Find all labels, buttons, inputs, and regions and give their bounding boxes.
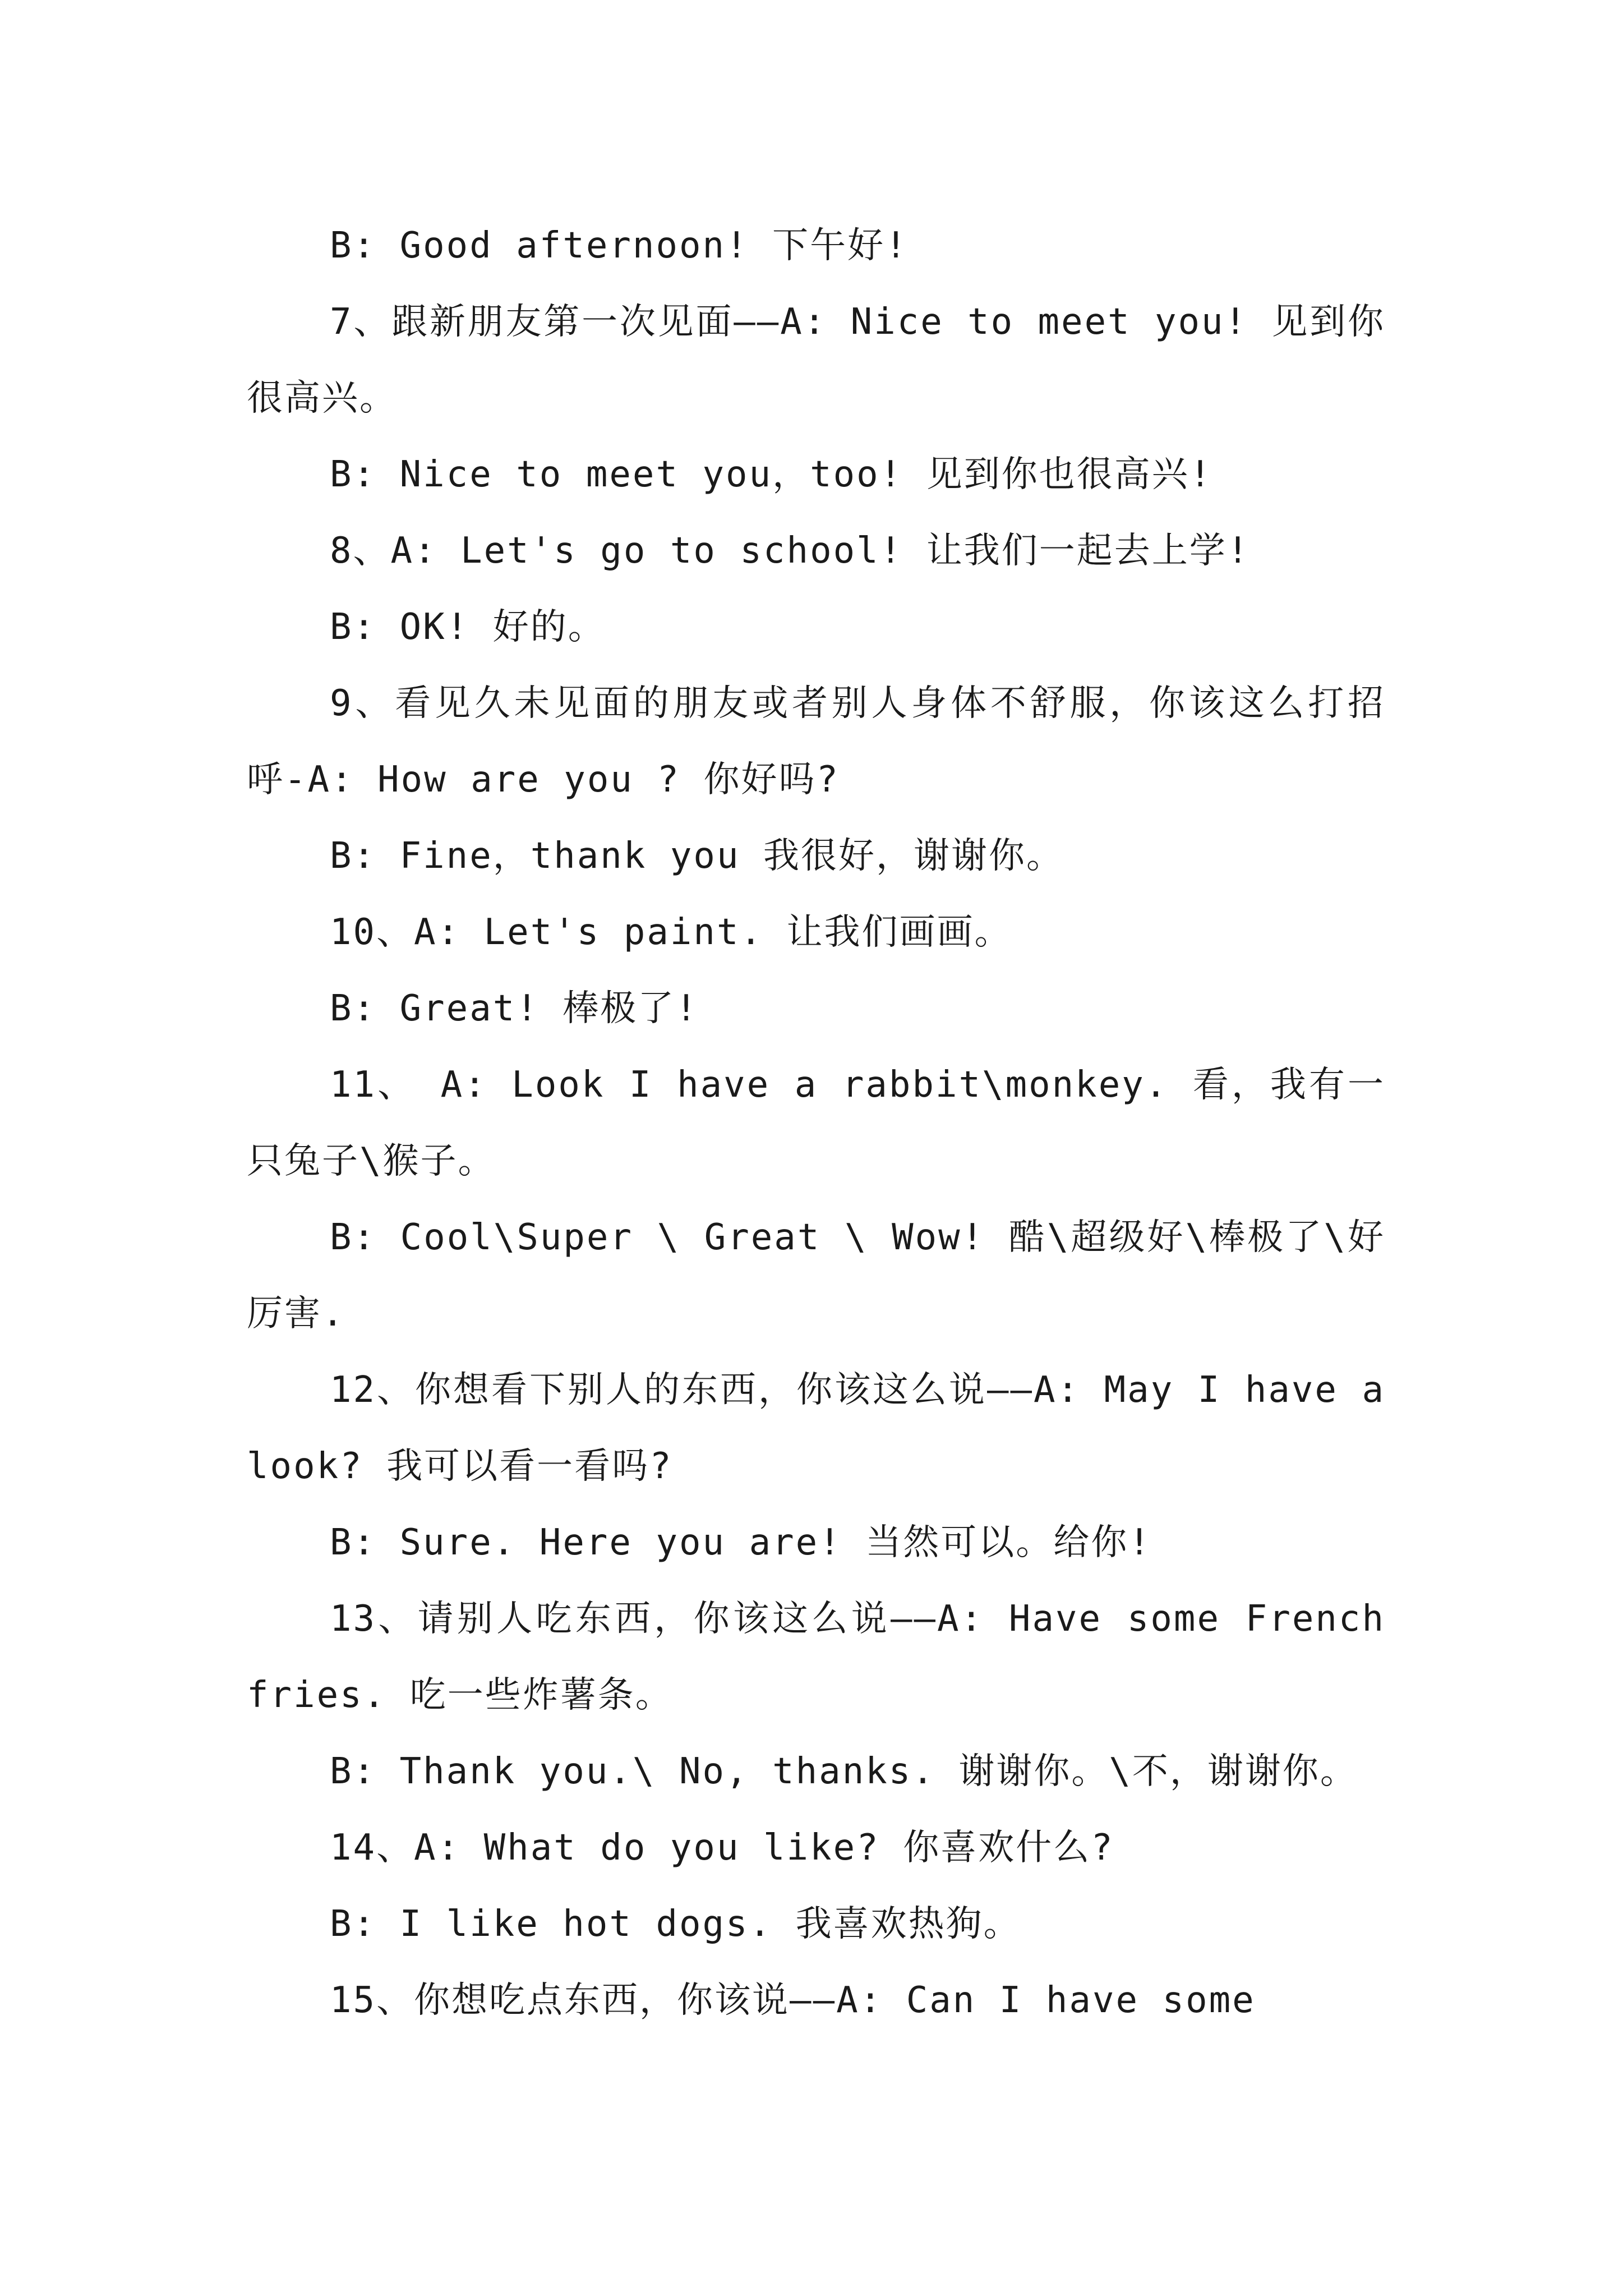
- paragraph-16: 14、A: What do you like? 你喜欢什么?: [330, 1827, 1114, 1869]
- paragraph-1: B: Good afternoon! 下午好!: [330, 225, 909, 266]
- paragraph-15: B: Thank you.\ No, thanks. 谢谢你。\不，谢谢你。: [330, 1751, 1358, 1792]
- paragraph-17: B: I like hot dogs. 我喜欢热狗。: [330, 1903, 1021, 1945]
- paragraph-8: 10、A: Let's paint. 让我们画画。: [330, 912, 1012, 953]
- paragraph-18: 15、你想吃点东西，你该说——A: Can I have some: [330, 1980, 1256, 2021]
- paragraph-2: 7、跟新朋友第一次见面——A: Nice to meet you! 见到你很高兴。: [247, 301, 1385, 419]
- paragraph-11: B: Cool\Super \ Great \ Wow! 酷\超级好\棒极了\好厉害.: [247, 1217, 1385, 1335]
- paragraph-7: B: Fine，thank you 我很好，谢谢你。: [330, 835, 1064, 877]
- paragraph-3: B: Nice to meet you，too! 见到你也很高兴!: [330, 454, 1213, 495]
- paragraph-5: B: OK! 好的。: [330, 606, 606, 648]
- document-body: [247, 208, 1409, 2039]
- paragraph-9: B: Great! 棒极了!: [330, 988, 699, 1029]
- paragraph-14: 13、请别人吃东西，你该这么说——A: Have some French fries. 吃一些炸薯条。: [247, 1598, 1409, 1716]
- paragraph-4: 8、A: Let's go to school! 让我们一起去上学!: [330, 530, 1251, 572]
- paragraph-13: B: Sure. Here you are! 当然可以。给你!: [330, 1522, 1152, 1563]
- paragraph-12: 12、你想看下别人的东西，你该这么说——A: May I have a look? 我可以看一看吗?: [247, 1369, 1409, 1487]
- paragraph-6: 9、看见久未见面的朋友或者别人身体不舒服，你该这么打招呼-A: How are you ? 你好吗?: [247, 683, 1385, 800]
- paragraph-10: 11、 A: Look I have a rabbit\monkey. 看，我有一只兔子\猴子。: [247, 1064, 1385, 1182]
